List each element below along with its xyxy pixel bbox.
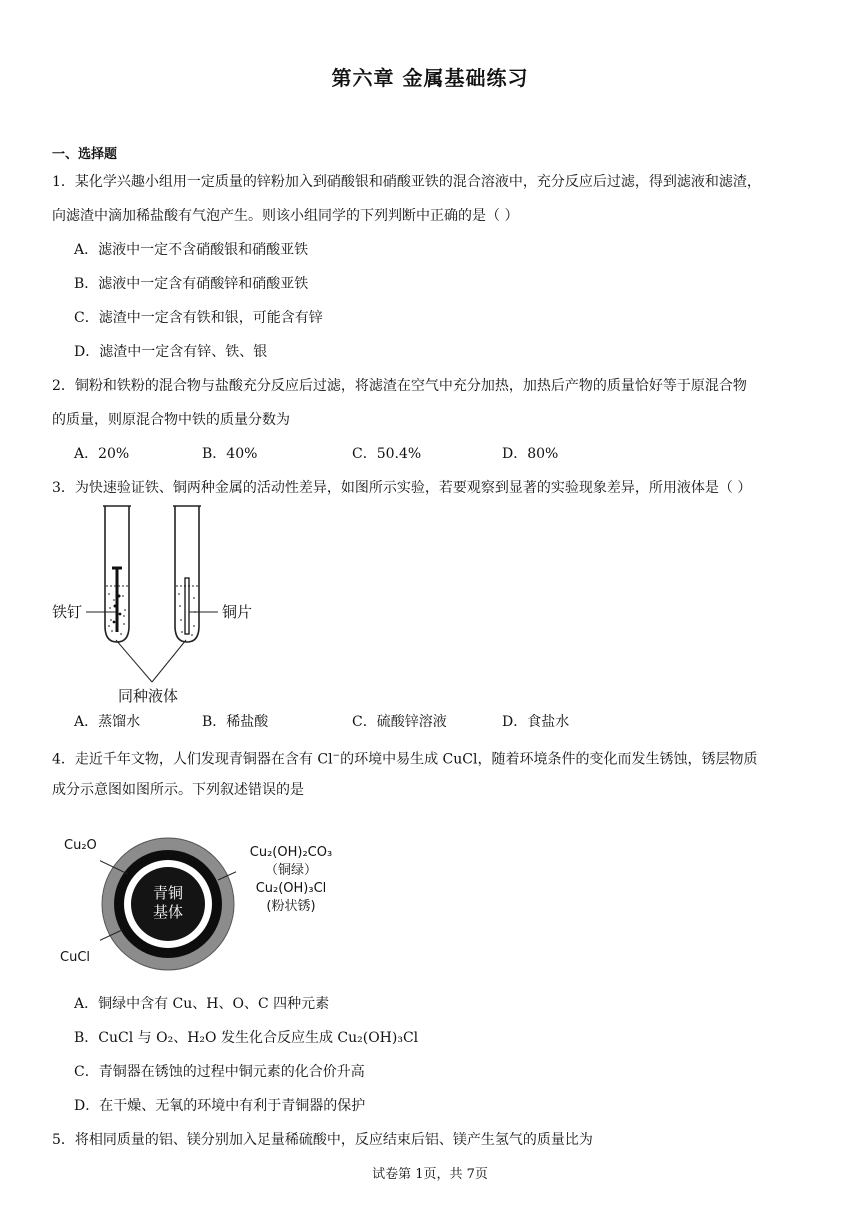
q4-option-d: D．在干燥、无氧的环境中有利于青铜器的保护 (74, 1098, 366, 1114)
q2-stem-line1: 2．铜粉和铁粉的混合物与盐酸充分反应后过滤，将滤渣在空气中充分加热，加热后产物的质量恰好等于原混合物 (52, 378, 747, 394)
q1-option-a: A．滤液中一定不含硝酸银和硝酸亚铁 (74, 242, 309, 258)
q3-option-d: D．食盐水 (502, 714, 570, 730)
right-test-tube (175, 506, 199, 642)
q5-stem: 5．将相同质量的铝、镁分别加入足量稀硫酸中，反应结束后铝、镁产生氢气的质量比为 (52, 1132, 593, 1148)
q1-option-d: D．滤渣中一定含有锌、铁、银 (74, 344, 268, 360)
q2-option-c: C．50.4% (352, 446, 422, 462)
q2-stem-line2: 的质量，则原混合物中铁的质量分数为 (52, 412, 290, 428)
right-liquid-dots (178, 593, 196, 636)
q4-option-a: A．铜绿中含有 Cu、H、O、C 四种元素 (74, 996, 330, 1012)
cu2o-label: Cu₂O (64, 838, 97, 853)
q2-option-d: D．80% (502, 446, 559, 462)
q3-option-a: A．蒸馏水 (74, 714, 141, 730)
q1-stem-line1: 1．某化学兴趣小组用一定质量的锌粉加入到硝酸银和硝酸亚铁的混合溶液中，充分反应后过滤，得到滤液和滤渣， (52, 174, 761, 190)
bronze-core-label: 青铜 基体 (152, 884, 183, 921)
rust-labels (236, 844, 346, 916)
q4-stem-line2: 成分示意图如图所示。下列叙述错误的是 (52, 782, 304, 798)
page-footer: 试卷第 1页，共 7页 (372, 1167, 488, 1182)
page-title: 第六章 金属基础练习 (331, 66, 529, 90)
q2-option-a: A．20% (74, 446, 130, 462)
q1-option-c: C．滤渣中一定含有铁和银，可能含有锌 (74, 310, 323, 326)
cucl-label: CuCl (60, 950, 91, 965)
q2-option-b: B．40% (202, 446, 258, 462)
copper-strip (185, 578, 189, 634)
same-liquid-label: 同种液体 (118, 687, 179, 705)
q4-option-c: C．青铜器在锈蚀的过程中铜元素的化合价升高 (74, 1064, 365, 1080)
malachite-formula: Cu₂(OH)₂CO₃ (249, 845, 333, 860)
q4-option-b: B．CuCl 与 O₂、H₂O 发生化合反应生成 Cu₂(OH)₃Cl (74, 1030, 419, 1046)
malachite-name: （铜绿） (264, 863, 317, 878)
q3-stem: 3．为快速验证铁、铜两种金属的活动性差异，如图所示实验，若要观察到显著的实验现象差异，所用液体是（ ） (52, 480, 752, 496)
copper-strip-label: 铜片 (222, 603, 253, 621)
q1-option-b: B．滤液中一定含有硝酸锌和硝酸亚铁 (74, 276, 309, 292)
q3-option-c: C．硫酸锌溶液 (352, 714, 447, 730)
q4-stem-line1: 4．走近千年文物，人们发现青铜器在含有 Cl−的环境中易生成 CuCl，随着环境条件的变化而发生锈蚀，锈层物质 (52, 751, 758, 768)
powder-rust-name: (粉状锈) (266, 899, 316, 914)
iron-nail-label: 铁钉 (52, 603, 83, 621)
powder-rust-formula: Cu₂(OH)₃Cl (255, 881, 327, 896)
q1-stem-line2: 向滤渣中滴加稀盐酸有气泡产生。则该小组同学的下列判断中正确的是（ ） (52, 208, 519, 224)
q3-option-b: B．稀盐酸 (202, 714, 269, 730)
section-heading: 一、选择题 (52, 147, 118, 162)
